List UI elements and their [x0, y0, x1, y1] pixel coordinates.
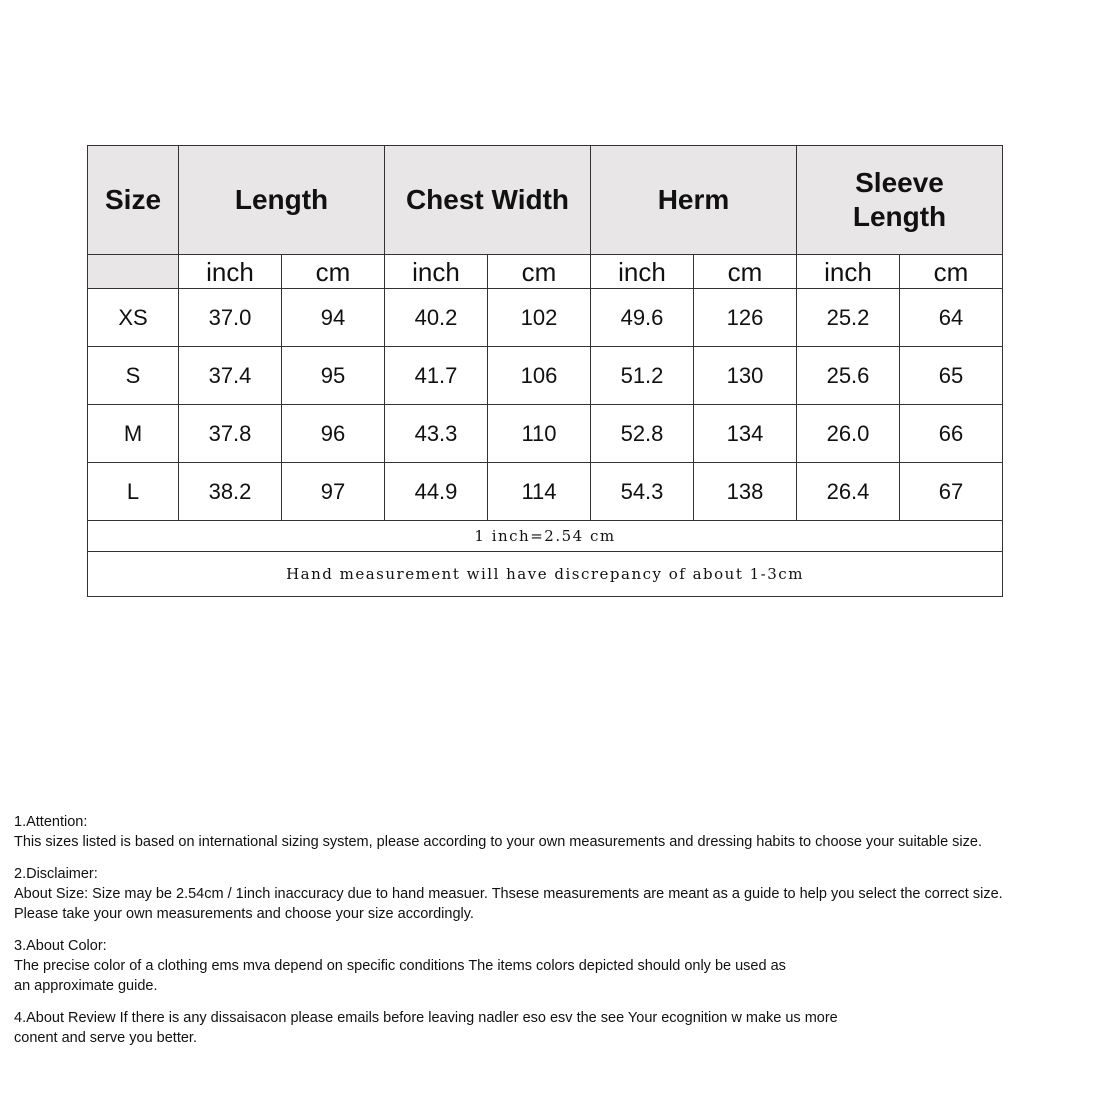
value-cell: 96: [282, 405, 385, 463]
attention-note: [14, 812, 1100, 852]
value-cell: 130: [694, 347, 797, 405]
unit-row: [88, 255, 1003, 289]
notes-section: [14, 812, 1100, 1060]
note-line: The precise color of a clothing ems mva depend on specific conditions The items colors depicted should only be used as: [14, 958, 786, 974]
value-cell: 54.3: [591, 463, 694, 521]
discrepancy-note: Hand measurement will have discrepancy of about 1-3cm: [88, 552, 1003, 597]
disclaimer-note: [14, 864, 1100, 924]
unit-cell: cm: [488, 255, 591, 289]
size-header: Size: [88, 146, 179, 255]
value-cell: 26.0: [797, 405, 900, 463]
value-cell: 138: [694, 463, 797, 521]
value-cell: 52.8: [591, 405, 694, 463]
unit-cell: inch: [591, 255, 694, 289]
note-line: About Size: Size may be 2.54cm / 1inch inaccuracy due to hand measuer. Thsese measurements are meant as a guide to help you select the correct size.: [14, 886, 1003, 902]
note-line: conent and serve you better.: [14, 1030, 197, 1046]
table-row: [88, 289, 1003, 347]
value-cell: 51.2: [591, 347, 694, 405]
header-row: [88, 146, 1003, 255]
value-cell: 97: [282, 463, 385, 521]
unit-cell: cm: [694, 255, 797, 289]
conversion-row: [88, 521, 1003, 552]
unit-cell: inch: [797, 255, 900, 289]
value-cell: 37.8: [179, 405, 282, 463]
conversion-note: 1 inch=2.54 cm: [88, 521, 1003, 552]
size-chart-table: [87, 145, 1003, 597]
value-cell: 37.0: [179, 289, 282, 347]
note-line: an approximate guide.: [14, 978, 158, 994]
table-row: [88, 347, 1003, 405]
value-cell: 40.2: [385, 289, 488, 347]
size-cell: L: [88, 463, 179, 521]
value-cell: 43.3: [385, 405, 488, 463]
value-cell: 134: [694, 405, 797, 463]
color-note: [14, 936, 1100, 996]
value-cell: 110: [488, 405, 591, 463]
value-cell: 94: [282, 289, 385, 347]
value-cell: 102: [488, 289, 591, 347]
value-cell: 95: [282, 347, 385, 405]
sleeve-header-line1: Sleeve: [855, 167, 944, 199]
sleeve-length-header: [797, 146, 1003, 255]
unit-cell: cm: [282, 255, 385, 289]
value-cell: 49.6: [591, 289, 694, 347]
note-heading: 1.Attention:: [14, 814, 88, 830]
sleeve-header-line2: Length: [852, 201, 947, 232]
value-cell: 41.7: [385, 347, 488, 405]
herm-header: Herm: [591, 146, 797, 255]
length-header: Length: [179, 146, 385, 255]
note-heading: 3.About Color:: [14, 938, 107, 954]
unit-cell: cm: [900, 255, 1003, 289]
value-cell: 64: [900, 289, 1003, 347]
note-line: This sizes listed is based on international sizing system, please according to your own measurements and dressing habits to choose your suitable size.: [14, 834, 982, 850]
value-cell: 65: [900, 347, 1003, 405]
unit-blank-cell: [88, 255, 179, 289]
table-row: [88, 463, 1003, 521]
value-cell: 25.6: [797, 347, 900, 405]
value-cell: 66: [900, 405, 1003, 463]
unit-cell: inch: [179, 255, 282, 289]
value-cell: 37.4: [179, 347, 282, 405]
note-heading: 2.Disclaimer:: [14, 866, 98, 882]
value-cell: 44.9: [385, 463, 488, 521]
value-cell: 26.4: [797, 463, 900, 521]
value-cell: 106: [488, 347, 591, 405]
review-note: [14, 1008, 1100, 1048]
value-cell: 25.2: [797, 289, 900, 347]
table-row: [88, 405, 1003, 463]
note-line: Please take your own measurements and choose your size accordingly.: [14, 906, 474, 922]
unit-cell: inch: [385, 255, 488, 289]
size-cell: XS: [88, 289, 179, 347]
chest-width-header: Chest Width: [385, 146, 591, 255]
value-cell: 114: [488, 463, 591, 521]
size-cell: S: [88, 347, 179, 405]
size-cell: M: [88, 405, 179, 463]
note-line: 4.About Review If there is any dissaisacon please emails before leaving nadler eso esv the see Your ecognition w make us more: [14, 1010, 838, 1026]
value-cell: 67: [900, 463, 1003, 521]
value-cell: 126: [694, 289, 797, 347]
discrepancy-row: [88, 552, 1003, 597]
value-cell: 38.2: [179, 463, 282, 521]
